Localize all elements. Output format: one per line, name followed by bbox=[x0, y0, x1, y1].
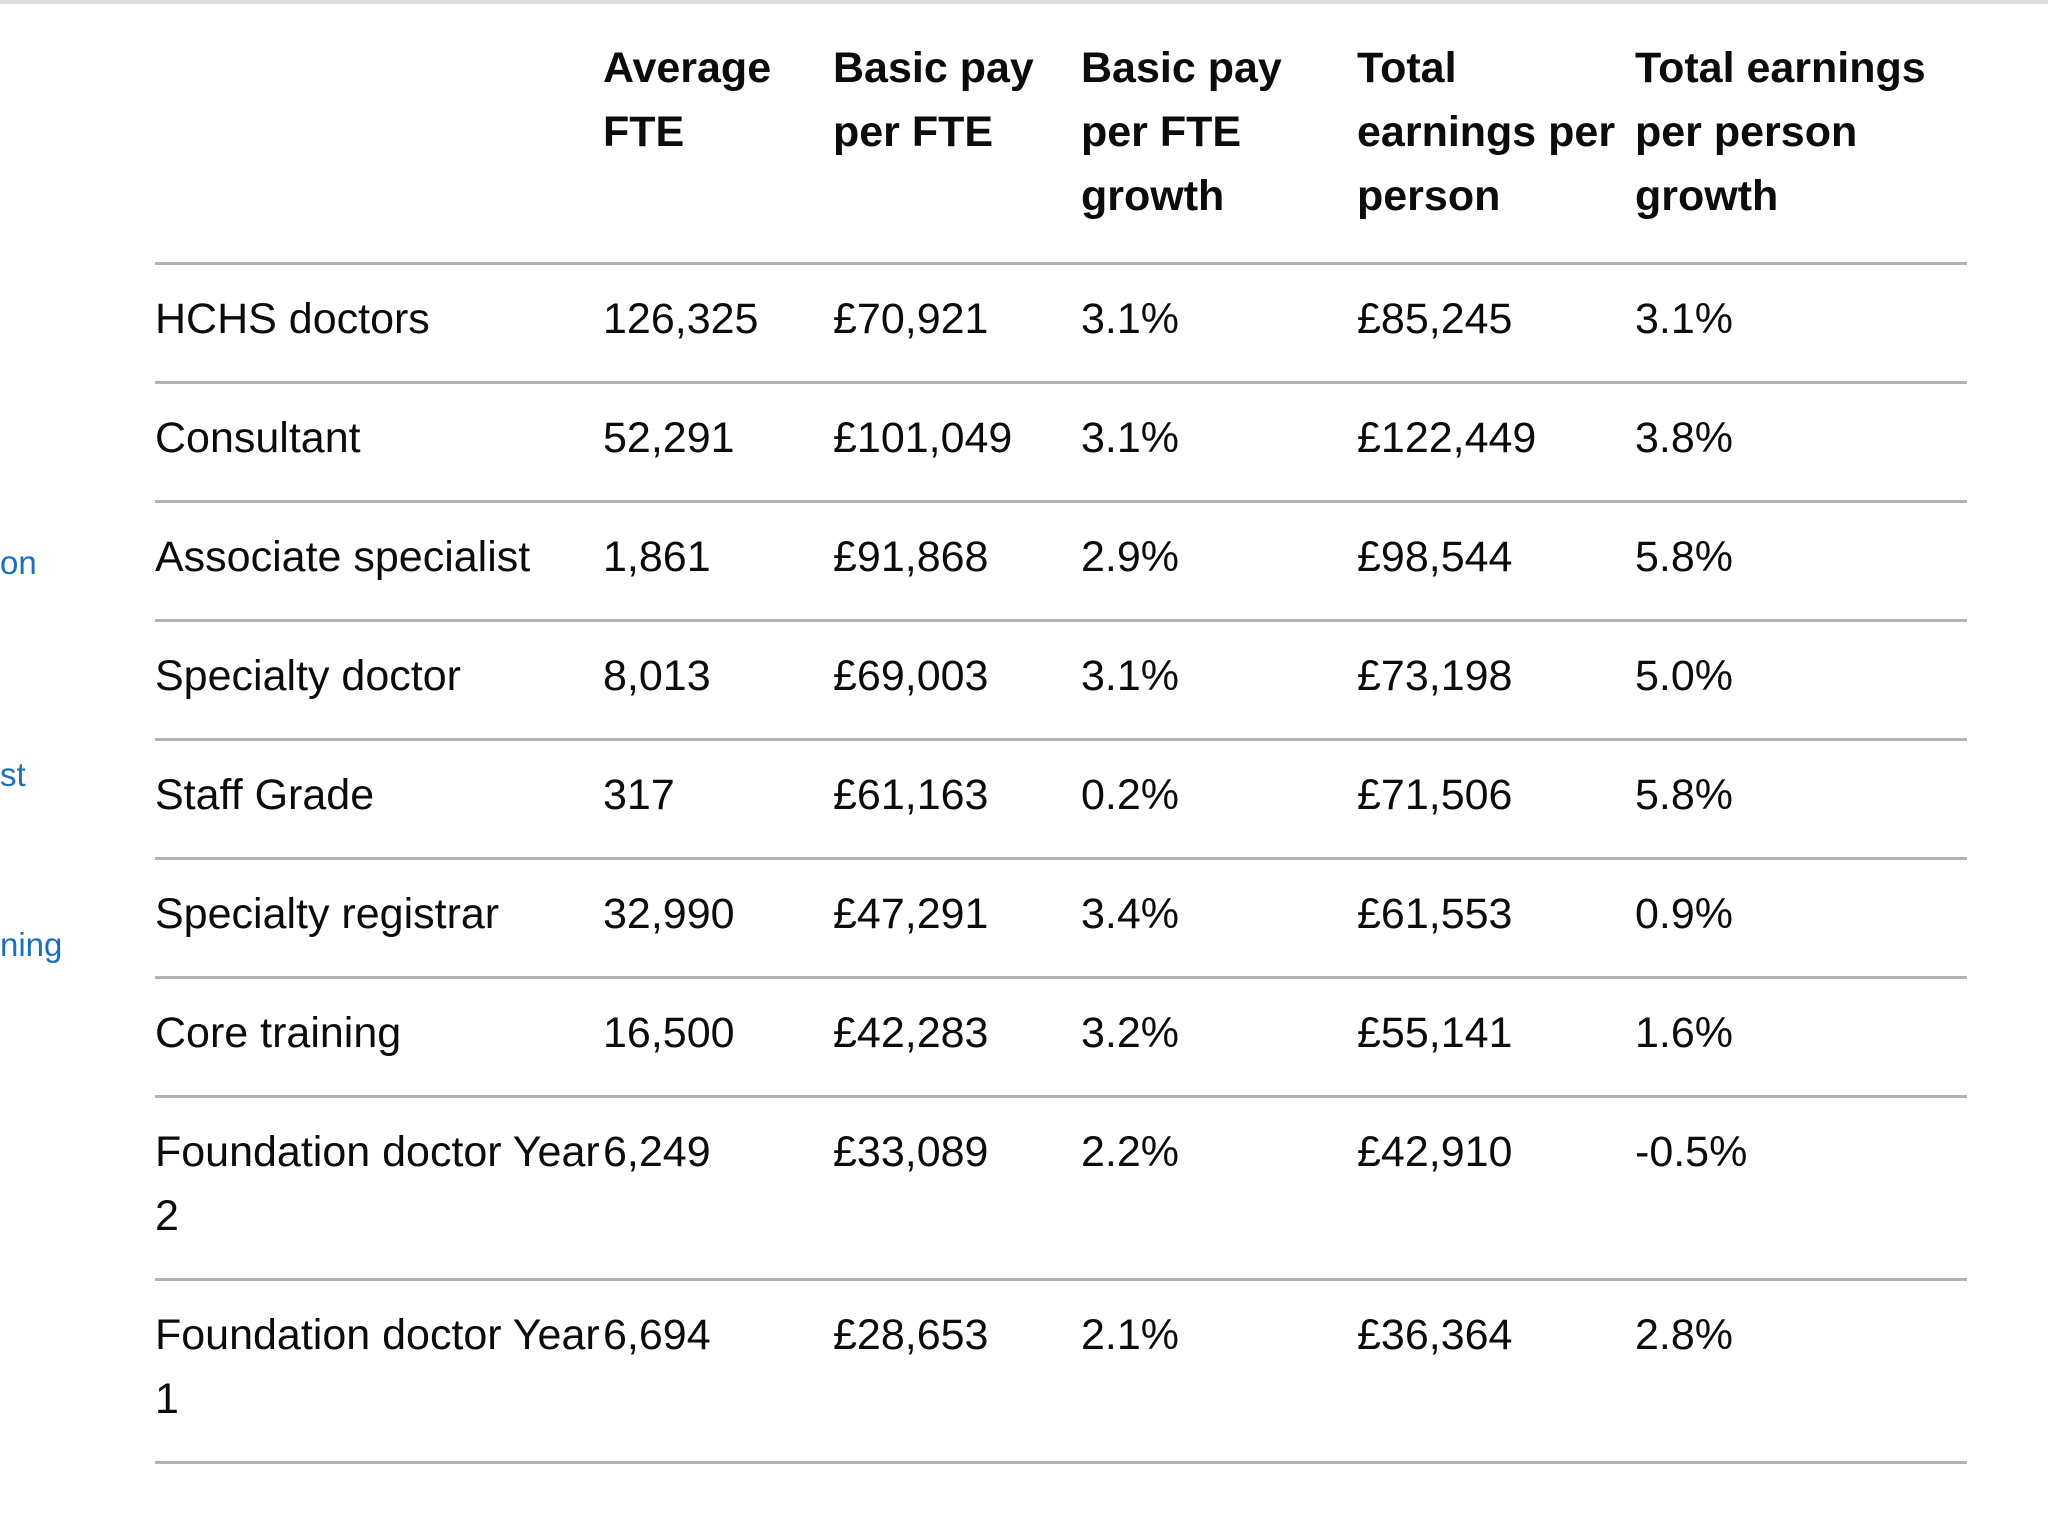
cell-basic-pay: £42,283 bbox=[833, 978, 1081, 1097]
table-row bbox=[155, 1097, 1967, 1280]
cell-staff-group: Specialty registrar bbox=[155, 859, 603, 978]
header-cell-staff-group bbox=[155, 36, 603, 264]
cell-basic-pay: £28,653 bbox=[833, 1280, 1081, 1463]
cell-staff-group: HCHS doctors bbox=[155, 264, 603, 383]
cell-total-earnings: £71,506 bbox=[1357, 740, 1635, 859]
cell-staff-group: Consultant bbox=[155, 383, 603, 502]
cell-average-fte: 8,013 bbox=[603, 621, 833, 740]
cell-total-earnings-growth: 5.8% bbox=[1635, 740, 1967, 859]
cell-staff-group: Associate specialist bbox=[155, 502, 603, 621]
table-header bbox=[155, 36, 1967, 264]
sidebar-link-fragment[interactable]: st bbox=[0, 756, 26, 793]
cell-average-fte: 52,291 bbox=[603, 383, 833, 502]
cell-basic-pay-growth: 2.9% bbox=[1081, 502, 1357, 621]
table-row bbox=[155, 502, 1967, 621]
sidebar-link-fragment[interactable]: ning bbox=[0, 926, 63, 963]
earnings-table-container bbox=[155, 36, 1967, 1464]
cell-basic-pay-growth: 3.1% bbox=[1081, 264, 1357, 383]
cell-total-earnings: £85,245 bbox=[1357, 264, 1635, 383]
cell-total-earnings-growth: 1.6% bbox=[1635, 978, 1967, 1097]
table-row bbox=[155, 1280, 1967, 1463]
cell-total-earnings-growth: 5.0% bbox=[1635, 621, 1967, 740]
cell-basic-pay-growth: 2.2% bbox=[1081, 1097, 1357, 1280]
table-row bbox=[155, 383, 1967, 502]
table-row bbox=[155, 621, 1967, 740]
cell-basic-pay-growth: 0.2% bbox=[1081, 740, 1357, 859]
header-cell-average-fte: Average FTE bbox=[603, 36, 833, 264]
cell-basic-pay: £33,089 bbox=[833, 1097, 1081, 1280]
cell-average-fte: 6,249 bbox=[603, 1097, 833, 1280]
cell-total-earnings-growth: 3.8% bbox=[1635, 383, 1967, 502]
cell-staff-group: Specialty doctor bbox=[155, 621, 603, 740]
cell-basic-pay-growth: 2.1% bbox=[1081, 1280, 1357, 1463]
cell-staff-group: Staff Grade bbox=[155, 740, 603, 859]
cell-basic-pay: £47,291 bbox=[833, 859, 1081, 978]
cell-basic-pay-growth: 3.2% bbox=[1081, 978, 1357, 1097]
cell-total-earnings: £98,544 bbox=[1357, 502, 1635, 621]
cell-basic-pay-growth: 3.1% bbox=[1081, 621, 1357, 740]
earnings-table bbox=[155, 36, 1967, 1464]
header-cell-basic-pay: Basic pay per FTE bbox=[833, 36, 1081, 264]
header-cell-total-earnings-growth: Total earnings per person growth bbox=[1635, 36, 1967, 264]
cell-total-earnings-growth: 3.1% bbox=[1635, 264, 1967, 383]
cell-total-earnings: £61,553 bbox=[1357, 859, 1635, 978]
cell-basic-pay: £69,003 bbox=[833, 621, 1081, 740]
sidebar-link-fragment[interactable]: on bbox=[0, 544, 37, 581]
cell-total-earnings-growth: 5.8% bbox=[1635, 502, 1967, 621]
cell-average-fte: 6,694 bbox=[603, 1280, 833, 1463]
header-row bbox=[155, 36, 1967, 264]
cell-total-earnings: £73,198 bbox=[1357, 621, 1635, 740]
cell-total-earnings: £36,364 bbox=[1357, 1280, 1635, 1463]
cell-staff-group: Core training bbox=[155, 978, 603, 1097]
cell-average-fte: 16,500 bbox=[603, 978, 833, 1097]
cell-basic-pay: £91,868 bbox=[833, 502, 1081, 621]
table-row bbox=[155, 740, 1967, 859]
table-row bbox=[155, 264, 1967, 383]
cell-basic-pay-growth: 3.4% bbox=[1081, 859, 1357, 978]
header-cell-total-earnings: Total earnings per person bbox=[1357, 36, 1635, 264]
header-cell-basic-pay-growth: Basic pay per FTE growth bbox=[1081, 36, 1357, 264]
cell-total-earnings: £55,141 bbox=[1357, 978, 1635, 1097]
cell-basic-pay: £101,049 bbox=[833, 383, 1081, 502]
cell-average-fte: 32,990 bbox=[603, 859, 833, 978]
cell-average-fte: 126,325 bbox=[603, 264, 833, 383]
cell-staff-group: Foundation doctor Year 2 bbox=[155, 1097, 603, 1280]
cell-staff-group: Foundation doctor Year 1 bbox=[155, 1280, 603, 1463]
cell-total-earnings: £42,910 bbox=[1357, 1097, 1635, 1280]
cell-basic-pay-growth: 3.1% bbox=[1081, 383, 1357, 502]
table-row bbox=[155, 978, 1967, 1097]
cell-basic-pay: £70,921 bbox=[833, 264, 1081, 383]
cell-average-fte: 317 bbox=[603, 740, 833, 859]
cell-average-fte: 1,861 bbox=[603, 502, 833, 621]
table-row bbox=[155, 859, 1967, 978]
cell-total-earnings: £122,449 bbox=[1357, 383, 1635, 502]
table-body bbox=[155, 264, 1967, 1463]
cell-total-earnings-growth: 2.8% bbox=[1635, 1280, 1967, 1463]
cell-basic-pay: £61,163 bbox=[833, 740, 1081, 859]
cell-total-earnings-growth: -0.5% bbox=[1635, 1097, 1967, 1280]
cell-total-earnings-growth: 0.9% bbox=[1635, 859, 1967, 978]
